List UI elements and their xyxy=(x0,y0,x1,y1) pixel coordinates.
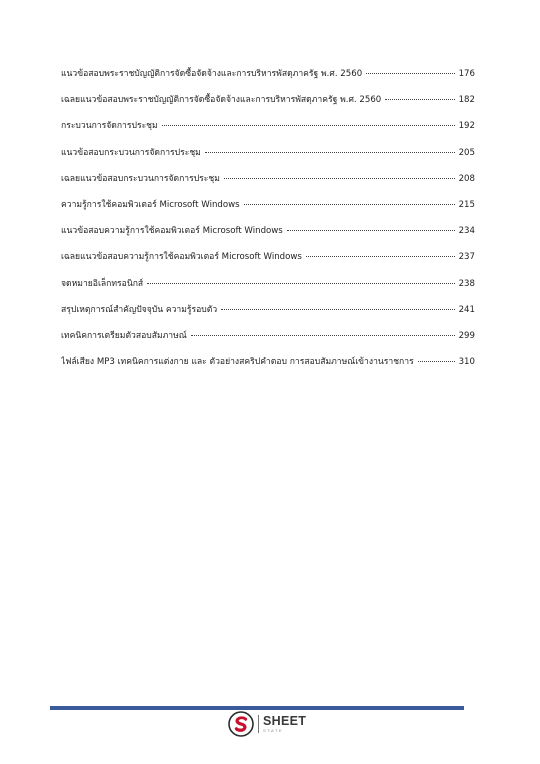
toc-entry-page-number: 205 xyxy=(458,147,475,158)
toc-entry-page-number: 238 xyxy=(458,278,475,289)
toc-entry-title: แนวข้อสอบกระบวนการจัดการประชุม xyxy=(61,147,201,158)
toc-dot-leader xyxy=(224,178,455,179)
toc-entry-page-number: 310 xyxy=(458,357,475,368)
toc-dot-leader xyxy=(162,125,455,126)
toc-dot-leader xyxy=(385,99,454,100)
brand-name: SHEET xyxy=(263,714,307,729)
toc-dot-leader xyxy=(306,256,455,257)
toc-entry-page-number: 208 xyxy=(458,173,475,184)
toc-entry-page-number: 241 xyxy=(458,304,475,315)
toc-entry[interactable] xyxy=(61,116,475,142)
toc-dot-leader xyxy=(221,309,454,310)
toc-entry-title: ความรู้การใช้คอมพิวเตอร์ Microsoft Windows xyxy=(61,199,240,210)
toc-entry[interactable] xyxy=(61,300,475,326)
toc-dot-leader xyxy=(366,73,454,74)
toc-entry-title: แนวข้อสอบพระราชบัญญัติการจัดซื้อจัดจ้างและการบริหารพัสดุภาครัฐ พ.ศ. 2560 xyxy=(61,69,363,79)
toc-entry[interactable] xyxy=(61,221,475,247)
toc-entry-title: เทคนิคการเตรียมตัวสอบสัมภาษณ์ xyxy=(61,330,187,341)
logo-divider xyxy=(258,715,259,733)
toc-entry[interactable] xyxy=(61,352,475,378)
toc-entry-page-number: 176 xyxy=(458,69,475,79)
sheetstate-s-logo-icon xyxy=(228,711,254,737)
toc-entry[interactable] xyxy=(61,64,475,90)
toc-dot-leader xyxy=(244,204,455,205)
toc-entry[interactable] xyxy=(61,195,475,221)
toc-entry-title: ไฟล์เสียง MP3 เทคนิคการแต่งกาย และ ตัวอย่างสคริปคำตอบ การสอบสัมภาษณ์เข้างานราชการ xyxy=(61,357,414,368)
toc-dot-leader xyxy=(191,335,455,336)
toc-entry-title: เฉลยแนวข้อสอบความรู้การใช้คอมพิวเตอร์ Microsoft Windows xyxy=(61,252,302,263)
toc-entry[interactable] xyxy=(61,169,475,195)
toc-entry-title: กระบวนการจัดการประชุม xyxy=(61,121,158,132)
toc-entry-page-number: 234 xyxy=(458,226,475,237)
toc-entry[interactable] xyxy=(61,90,475,116)
toc-entry[interactable] xyxy=(61,143,475,169)
toc-dot-leader xyxy=(287,230,455,231)
footer-logo xyxy=(228,711,306,737)
toc-entry-page-number: 299 xyxy=(458,330,475,341)
toc-entry-page-number: 192 xyxy=(458,121,475,132)
toc-entry[interactable] xyxy=(61,326,475,352)
toc-entry-page-number: 215 xyxy=(458,199,475,210)
toc-dot-leader xyxy=(205,152,455,153)
toc-entry-title: เฉลยแนวข้อสอบพระราชบัญญัติการจัดซื้อจัดจ้างและการบริหารพัสดุภาครัฐ พ.ศ. 2560 xyxy=(61,95,382,106)
toc-entry-title: สรุปเหตุการณ์สำคัญปัจจุบัน ความรู้รอบตัว xyxy=(61,304,218,315)
toc-entry-title: เฉลยแนวข้อสอบกระบวนการจัดการประชุม xyxy=(61,173,220,184)
toc-entry[interactable] xyxy=(61,247,475,273)
toc-dot-leader xyxy=(418,361,455,362)
toc-entry-title: แนวข้อสอบความรู้การใช้คอมพิวเตอร์ Microsoft Windows xyxy=(61,226,283,237)
toc-entry[interactable] xyxy=(61,274,475,300)
table-of-contents xyxy=(61,64,475,378)
toc-entry-page-number: 182 xyxy=(458,95,475,106)
brand-subtitle: STATE xyxy=(263,727,284,733)
logo-text xyxy=(263,715,306,733)
toc-dot-leader xyxy=(147,283,454,284)
toc-entry-page-number: 237 xyxy=(458,252,475,263)
footer-divider xyxy=(50,706,464,710)
toc-entry-title: จดหมายอิเล็กทรอนิกส์ xyxy=(61,278,144,289)
